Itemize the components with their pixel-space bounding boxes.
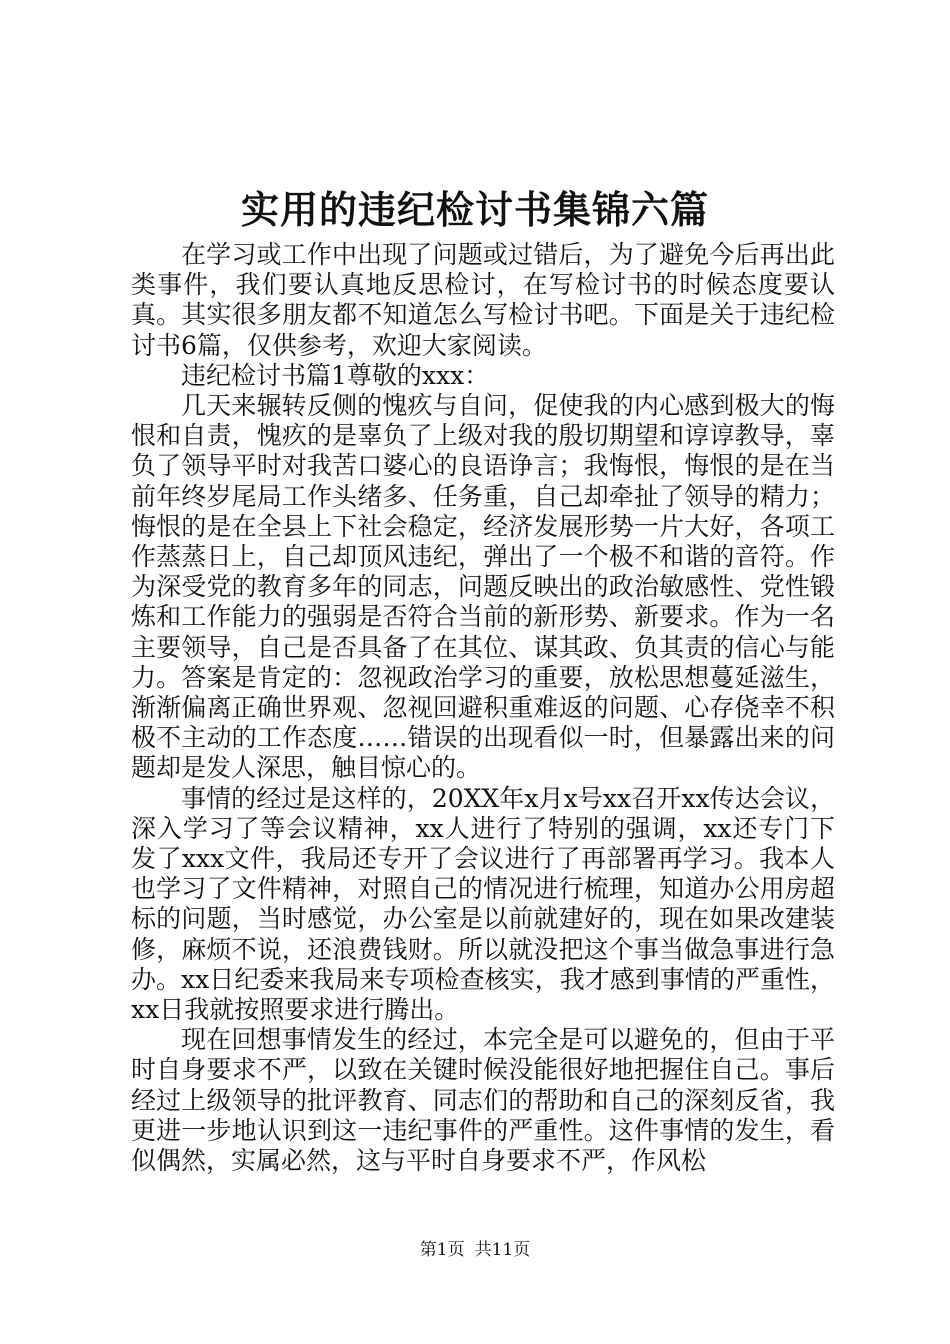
paragraph-remorse: 几天来辗转反侧的愧疚与自问，促使我的内心感到极大的悔恨和自责，愧疚的是辜负了上级对我的殷切期望和谆谆教导，辜负了领导平时对我苦口婆心的良语诤言；我悔恨，悔恨的是在当前年终岁尾局工作头绪多、任务重，自己却牵扯了领导的精力；悔恨的是在全县上下社会稳定，经济发展形势一片大好，各项工作蒸蒸日上，自己却顶风违纪，弹出了一个极不和谐的音符。作为深受党的教育多年的同志，问题反映出的政治敏感性、党性锻炼和工作能力的强弱是否符合当前的新形势、新要求。作为一名主要领导，自己是否具备了在其位、谋其政、负其责的信心与能力。答案是肯定的：忽视政治学习的重要，放松思想蔓延滋生，渐渐偏离正确世界观、忽视回避积重难返的问题、心存侥幸不积极不主动的工作态度……错误的出现看似一时，但暴露出来的问题却是发人深思，触目惊心的。 bbox=[131, 391, 835, 783]
page-total: 共11页 bbox=[474, 1240, 531, 1260]
page-number: 第1页 bbox=[419, 1240, 465, 1260]
document-body bbox=[131, 240, 835, 1176]
paragraph-reflection: 现在回想事情发生的经过，本完全是可以避免的，但由于平时自身要求不严，以致在关键时候没能很好地把握住自己。事后经过上级领导的批评教育、同志们的帮助和自己的深刻反省，我更进一步地认识到这一违纪事件的严重性。这件事情的发生，看似偶然，实属必然，这与平时自身要求不严，作风松 bbox=[131, 1025, 835, 1176]
paragraph-incident: 事情的经过是这样的，20XX年x月x号xx召开xx传达会议，深入学习了等会议精神，xx人进行了特别的强调，xx还专门下发了xxx文件，我局还专开了会议进行了再部署再学习。我本人也学习了文件精神，对照自己的情况进行梳理，知道办公用房超标的问题，当时感觉，办公室是以前就建好的，现在如果改建装修，麻烦不说，还浪费钱财。所以就没把这个事当做急事进行急办。xx日纪委来我局来专项检查核实，我才感到事情的严重性，xx日我就按照要求进行腾出。 bbox=[131, 783, 835, 1025]
paragraph-intro: 在学习或工作中出现了问题或过错后，为了避免今后再出此类事件，我们要认真地反思检讨，在写检讨书的时候态度要认真。其实很多朋友都不知道怎么写检讨书吧。下面是关于违纪检讨书6篇，仅供参考，欢迎大家阅读。 bbox=[131, 240, 835, 360]
page-footer bbox=[0, 1239, 950, 1261]
paragraph-salutation: 违纪检讨书篇1尊敬的xxx： bbox=[181, 360, 490, 390]
document-title: 实用的违纪检讨书集锦六篇 bbox=[240, 187, 709, 232]
